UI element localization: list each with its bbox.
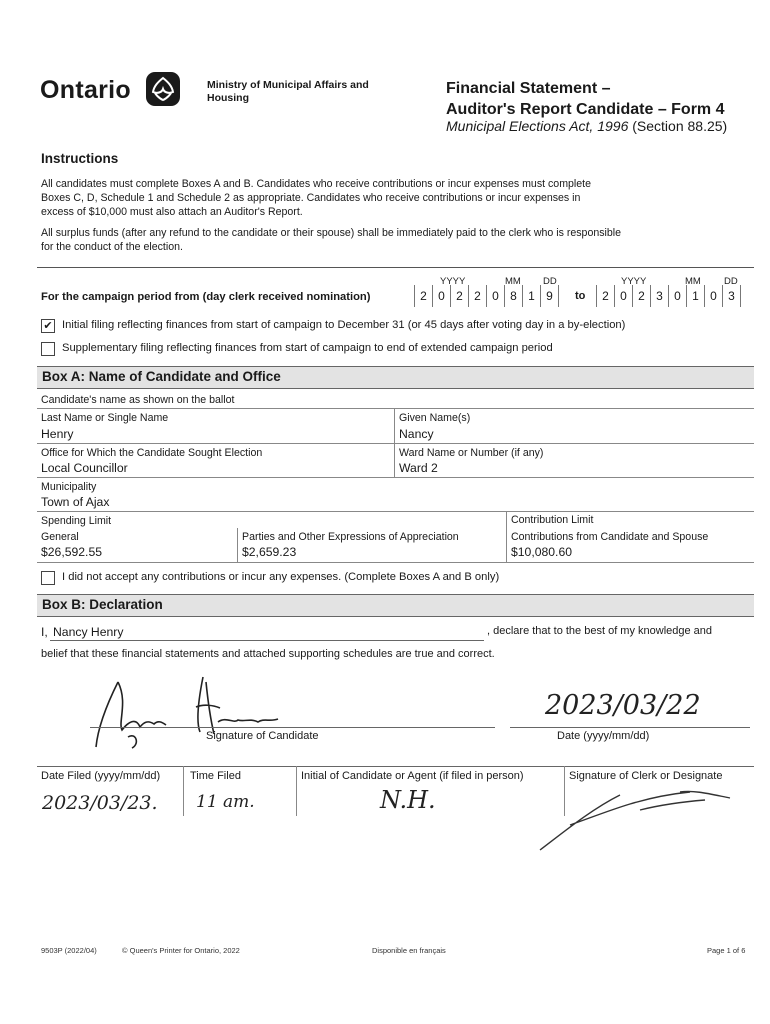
ministry-name: Ministry of Municipal Affairs and Housing bbox=[207, 79, 369, 104]
belief-text: belief that these financial statements and attached supporting schedules are true and correct. bbox=[41, 648, 495, 660]
instructions-para-1 bbox=[41, 177, 731, 219]
from-yyyy-label: YYYY bbox=[440, 276, 466, 287]
from-mm-label: MM bbox=[505, 276, 521, 287]
no-contributions-label: I did not accept any contributions or incur any expenses. (Complete Boxes A and B only) bbox=[62, 571, 500, 583]
time-filed-label: Time Filed bbox=[190, 770, 241, 782]
municipality-label: Municipality bbox=[41, 481, 97, 493]
row-line bbox=[37, 511, 754, 512]
initial-label: Initial of Candidate or Agent (if filed in person) bbox=[301, 770, 524, 782]
column-line bbox=[237, 528, 238, 562]
from-digit: 0 bbox=[487, 285, 505, 307]
to-yyyy-label: YYYY bbox=[621, 276, 647, 287]
box-b-header bbox=[37, 594, 754, 617]
parties-label: Parties and Other Expressions of Appreciation bbox=[242, 531, 459, 543]
column-line bbox=[506, 511, 507, 562]
to-digit: 3 bbox=[723, 285, 741, 307]
para1-line2: Boxes C, D, Schedule 1 and Schedule 2 as appropriate. Candidates who receive contributions or incur expenses in bbox=[41, 192, 581, 204]
clerk-signature-label: Signature of Clerk or Designate bbox=[569, 770, 723, 782]
page-number: Page 1 of 6 bbox=[707, 946, 746, 955]
to-digit: 0 bbox=[669, 285, 687, 307]
from-date-digits[interactable] bbox=[414, 285, 559, 307]
declarant-prefix: I, bbox=[41, 625, 48, 639]
parties-value[interactable]: $2,659.23 bbox=[242, 545, 297, 559]
french-link[interactable]: Disponible en français bbox=[372, 946, 446, 955]
supplementary-filing-label: Supplementary filing reflecting finances from start of campaign to end of extended campaign period bbox=[62, 342, 553, 354]
from-digit: 8 bbox=[505, 285, 523, 307]
contribution-limit-label: Contribution Limit bbox=[511, 514, 594, 526]
column-line bbox=[394, 409, 395, 477]
initial-value[interactable]: N.H. bbox=[380, 786, 436, 814]
para1-line1: All candidates must complete Boxes A and B. Candidates who receive contributions or incur expenses must complete bbox=[41, 178, 591, 190]
from-digit: 0 bbox=[433, 285, 451, 307]
from-digit: 2 bbox=[451, 285, 469, 307]
trillium-logo-icon bbox=[146, 72, 180, 106]
time-filed-value[interactable]: 11 am. bbox=[196, 792, 255, 812]
date-filed-value[interactable]: 2023/03/23. bbox=[42, 792, 158, 814]
column-line bbox=[296, 766, 297, 816]
to-date-digits[interactable] bbox=[596, 285, 741, 307]
name-underline bbox=[50, 640, 484, 641]
declaration-date-value[interactable]: 2023/03/22 bbox=[545, 690, 701, 721]
municipality-value[interactable]: Town of Ajax bbox=[41, 495, 110, 509]
from-digit: 2 bbox=[414, 285, 433, 307]
to-digit: 3 bbox=[651, 285, 669, 307]
divider bbox=[37, 267, 754, 268]
instructions-heading: Instructions bbox=[41, 151, 119, 166]
contribution-value[interactable]: $10,080.60 bbox=[511, 545, 572, 559]
box-a-header bbox=[37, 366, 754, 389]
office-label: Office for Which the Candidate Sought Election bbox=[41, 447, 263, 459]
signature-line bbox=[90, 727, 495, 728]
date-filed-label: Date Filed (yyyy/mm/dd) bbox=[41, 770, 161, 782]
initial-filing-label: Initial filing reflecting finances from start of campaign to December 31 (or 45 days after voting day in a by-election) bbox=[62, 319, 626, 331]
para2-line1: All surplus funds (after any refund to the candidate or their spouse) shall be immediately paid to the clerk who is responsible bbox=[41, 227, 622, 239]
filing-top-line bbox=[37, 766, 754, 767]
form-title-line1: Financial Statement – bbox=[446, 80, 611, 97]
to-digit: 2 bbox=[596, 285, 615, 307]
to-digit: 1 bbox=[687, 285, 705, 307]
column-line bbox=[183, 766, 184, 816]
copyright: © Queen's Printer for Ontario, 2022 bbox=[122, 946, 240, 955]
from-dd-label: DD bbox=[543, 276, 557, 287]
last-name-label: Last Name or Single Name bbox=[41, 412, 169, 424]
box-b-title: Box B: Declaration bbox=[42, 597, 163, 612]
ballot-note: Candidate's name as shown on the ballot bbox=[41, 394, 235, 406]
ontario-logo-text: Ontario bbox=[40, 76, 131, 104]
form-subtitle bbox=[446, 118, 727, 134]
from-digit: 2 bbox=[469, 285, 487, 307]
clerk-signature-icon bbox=[530, 780, 755, 860]
para1-line3: excess of $10,000 must also attach an Auditor's Report. bbox=[41, 206, 303, 218]
spending-limit-label: Spending Limit bbox=[41, 515, 112, 527]
to-label: to bbox=[575, 290, 586, 302]
campaign-period-label: For the campaign period from (day clerk received nomination) bbox=[41, 291, 371, 303]
to-digit: 0 bbox=[705, 285, 723, 307]
para2-line2: for the conduct of the election. bbox=[41, 241, 183, 253]
general-value[interactable]: $26,592.55 bbox=[41, 545, 102, 559]
form-code: 9503P (2022/04) bbox=[41, 946, 97, 955]
from-digit: 9 bbox=[541, 285, 559, 307]
given-name-label: Given Name(s) bbox=[399, 412, 471, 424]
to-digit: 2 bbox=[633, 285, 651, 307]
form-title-line2: Auditor's Report Candidate – Form 4 bbox=[446, 101, 725, 118]
row-line bbox=[37, 443, 754, 444]
declarant-name[interactable]: Nancy Henry bbox=[53, 625, 124, 639]
no-contributions-checkbox[interactable] bbox=[41, 571, 55, 585]
to-dd-label: DD bbox=[724, 276, 738, 287]
row-line bbox=[37, 477, 754, 478]
row-line bbox=[37, 408, 754, 409]
date-line bbox=[510, 727, 750, 728]
signature-label: Signature of Candidate bbox=[206, 730, 319, 742]
initial-filing-checkbox[interactable]: ✔ bbox=[41, 319, 55, 333]
row-line bbox=[37, 562, 754, 563]
ward-value[interactable]: Ward 2 bbox=[399, 461, 438, 475]
instructions-para-2 bbox=[41, 226, 731, 254]
ward-label: Ward Name or Number (if any) bbox=[399, 447, 544, 459]
act-name: Municipal Elections Act, 1996 bbox=[446, 118, 629, 134]
box-a-title: Box A: Name of Candidate and Office bbox=[42, 369, 281, 384]
to-mm-label: MM bbox=[685, 276, 701, 287]
to-digit: 0 bbox=[615, 285, 633, 307]
date-label: Date (yyyy/mm/dd) bbox=[557, 730, 650, 742]
general-label: General bbox=[41, 531, 79, 543]
supplementary-filing-checkbox[interactable] bbox=[41, 342, 55, 356]
form-title bbox=[446, 78, 725, 120]
contribution-sub-label: Contributions from Candidate and Spouse bbox=[511, 531, 709, 543]
declare-text: , declare that to the best of my knowledge and bbox=[487, 625, 713, 637]
last-name-value[interactable]: Henry bbox=[41, 427, 74, 441]
act-section: (Section 88.25) bbox=[632, 118, 728, 134]
from-digit: 1 bbox=[523, 285, 541, 307]
office-value[interactable]: Local Councillor bbox=[41, 461, 128, 475]
given-name-value[interactable]: Nancy bbox=[399, 427, 434, 441]
